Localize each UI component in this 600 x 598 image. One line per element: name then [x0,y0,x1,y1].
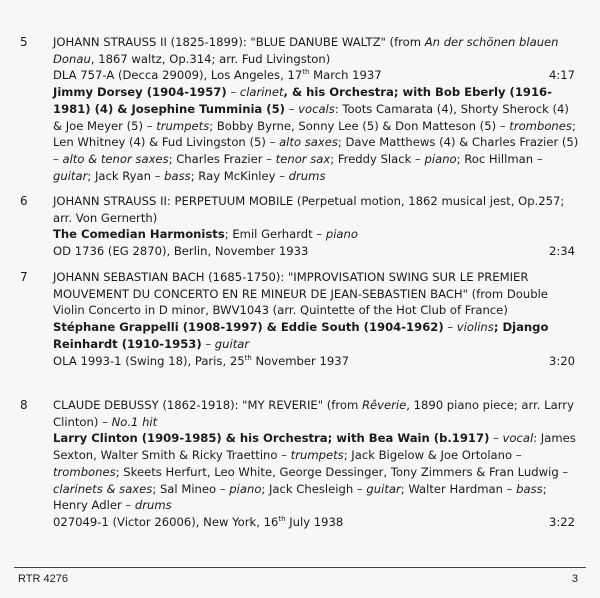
performers [53,226,579,243]
recording-matrix: DLA 757-A (Decca 29009), Los Angeles, 17 [53,68,303,83]
work-detail: , 1867 waltz, Op.314; arr. Fud Livingston) [90,51,331,66]
personnel: : James Sexton, Walter Smith & Ricky Traettino [53,431,576,463]
composer-work-heading: JOHANN STRAUSS II (1825-1899): "BLUE DANUBE WALTZ" [53,35,386,49]
instrument: – trumpets [143,118,210,133]
performer-name: , & his Orchestra; with Bob Eberly (1916-1981) (4) & Josephine Tumminia (5) [53,85,552,116]
instrument: – drums [121,498,172,513]
composer-work-heading: JOHANN SEBASTIAN BACH (1685-1750): "IMPROVISATION SWING SUR LE PREMIER MOUVEMENT DU CONCERTO EN RE MINEUR DE JEAN-SEBASTIEN BACH" [53,270,529,301]
instrument: – alto saxes [265,135,338,150]
instrument: – guitar [353,481,401,496]
instrument: – drums [275,168,326,183]
personnel: ; Dave Matthews (4) & Charles Frazier (5) [337,135,579,150]
instrument: – clarinet [226,85,284,100]
work-detail: (from [385,35,425,49]
instrument: – clarinets & saxes [53,464,569,496]
page-number: 3 [571,573,578,585]
personnel: ; Roc Hillman [456,151,534,166]
instrument: – violins [443,320,494,335]
recording-date: November 1937 [251,353,349,368]
track-duration: 3:22 [548,514,575,529]
instrument: – vocal [489,431,534,446]
footer-divider [14,567,586,568]
personnel: ; Jack Chesleigh [261,481,354,496]
personnel: ; Bobby Byrne, Sonny Lee (5) & Don Matteson (5) [209,118,497,133]
instrument: – guitar [201,336,250,351]
instrument: – trombones [496,118,572,133]
instrument: – piano [216,481,262,496]
personnel: : Toots Camarata (4), Shorty Sherock (4) & Joe Meyer (5) [53,101,569,133]
work-original-title: An der schönen blauen Donau [53,35,559,66]
work-detail: (from Double Violin Concerto in D minor, BWV1043 (arr. Quintette of the Hot Club of France) [53,286,548,318]
ordinal-suffix: th [278,515,286,524]
track-5 [20,34,579,184]
work-detail: (Perpetual motion, 1862 musical jest, Op.257; arr. Von Gernerth) [53,194,565,225]
track-number: 8 [20,398,28,412]
personnel: ; Ray McKinley [190,168,276,183]
instrument: – trumpets [277,448,344,463]
performers [53,319,579,352]
instrument: – piano [312,227,358,242]
performer-name: The Comedian Harmonists [53,227,225,242]
track-8 [20,397,579,531]
instrument: – trombones [53,448,522,479]
track-7 [20,269,579,369]
work-detail: (from [323,398,362,412]
recording-info [53,514,579,531]
track-6 [20,193,579,260]
personnel: ; Jack Bigelow & Joe Ortolano [343,448,513,463]
track-title [53,193,579,226]
performer-name: ; Django Reinhardt (1910-1953) [53,320,549,351]
instrument: – bass [503,481,543,496]
recording-info [53,243,579,260]
personnel: ; Skeets Herfurt, Leo White, George Dessinger, Tony Zimmers & Fran Ludwig [115,464,559,479]
recording-matrix: 027049-1 (Victor 26006), New York, 16 [53,514,279,529]
work-detail: , 1890 piano piece; arr. Larry Clinton) [53,398,574,429]
recording-matrix: OLA 1993-1 (Swing 18), Paris, 25 [53,353,245,368]
track-duration: 3:20 [548,353,575,368]
recording-info [53,353,579,370]
work-original-title: Rêverie [361,398,407,412]
instrument: – guitar [53,151,543,183]
instrument: – piano [411,151,457,166]
instrument: – bass [150,168,191,183]
track-duration: 4:17 [548,68,575,83]
track-title [53,269,579,319]
performer-name: Jimmy Dorsey (1904-1957) [53,85,227,100]
recording-info [53,67,579,84]
chart-note: – No.1 hit [98,414,158,429]
track-number: 7 [20,270,28,284]
personnel: ; Jack Ryan [87,168,151,183]
personnel: ; Charles Frazier [168,151,263,166]
track-title [53,397,579,430]
recording-matrix: OD 1736 (EG 2870), Berlin, November 1933 [53,244,309,259]
personnel: ; Henry Adler [53,481,547,513]
personnel: ; Sal Mineo [152,481,217,496]
performer-name: Stéphane Grappelli (1908-1997) & Eddie South (1904-1962) [53,320,444,335]
performers [53,430,579,514]
recording-date: March 1937 [309,68,382,83]
composer-work-heading: JOHANN STRAUSS II: PERPETUUM MOBILE [53,194,294,208]
instrument: – alto & tenor saxes [53,151,169,166]
track-number: 5 [20,35,28,49]
composer-work-heading: CLAUDE DEBUSSY (1862-1918): "MY REVERIE" [53,398,324,412]
track-duration: 2:34 [548,244,575,259]
instrument: – vocals [284,101,335,116]
track-title [53,34,579,67]
instrument: – tenor sax [262,151,331,166]
personnel: ; Emil Gerhardt [224,227,313,242]
personnel: ; Freddy Slack [330,151,412,166]
ordinal-suffix: th [302,68,310,77]
track-number: 6 [20,194,28,208]
personnel: ; Walter Hardman [400,481,503,496]
personnel: ; Len Whitney (4) & Fud Livingston (5) [53,118,576,150]
performer-name: Larry Clinton (1909-1985) & his Orchestra; with Bea Wain (b.1917) [53,431,490,446]
ordinal-suffix: th [244,353,252,362]
performers [53,84,579,184]
catalog-number: RTR 4276 [18,573,68,585]
recording-date: July 1938 [285,514,344,529]
